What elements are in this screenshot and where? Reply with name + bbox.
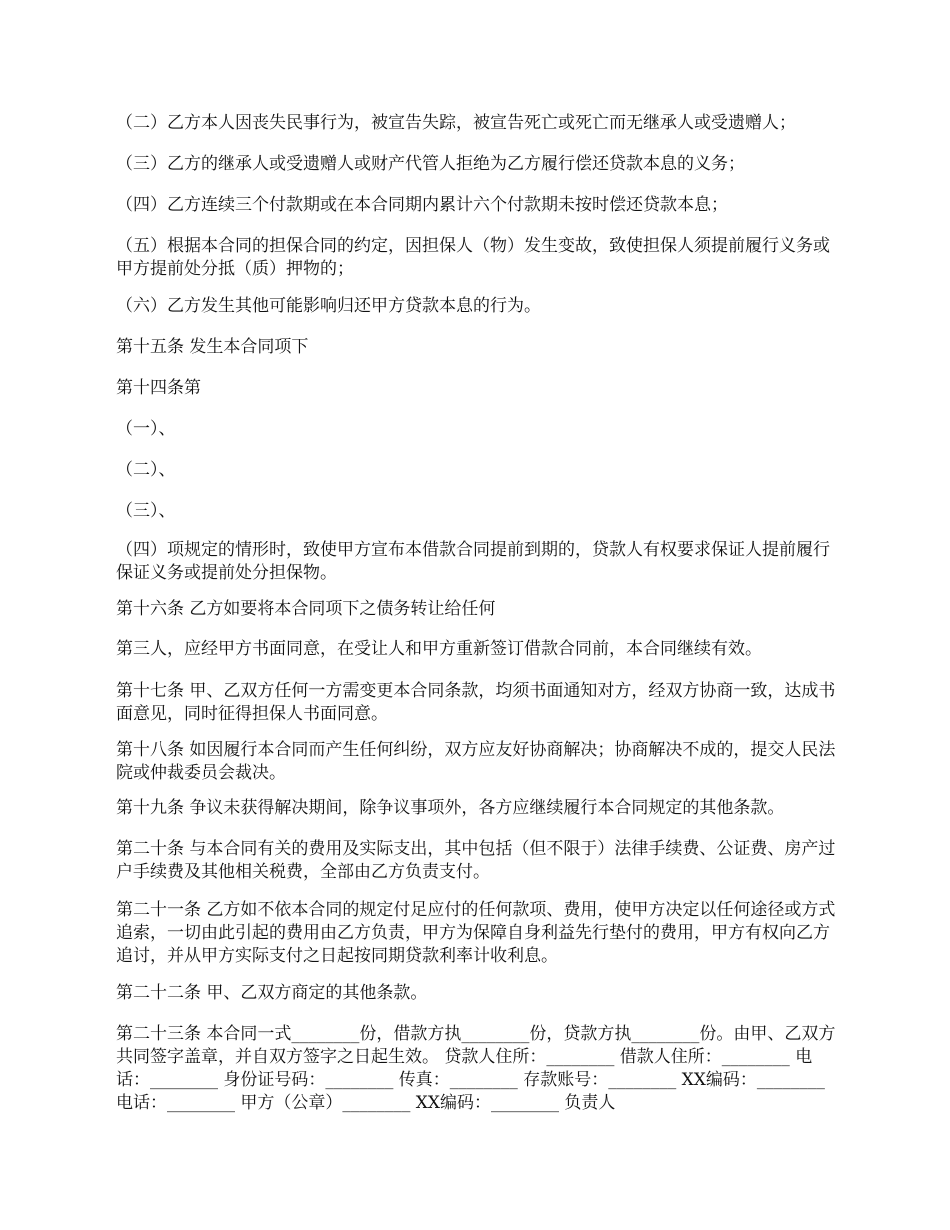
article-paragraph: 第二十条 与本合同有关的费用及实际支出，其中包括（但不限于）法律手续费、公证费、房产过户手续费及其他相关税费，全部由乙方负责支付。 <box>116 839 836 882</box>
article-paragraph: 第十九条 争议未获得解决期间，除争议事项外，各方应继续履行本合同规定的其他条款。 <box>116 798 785 818</box>
list-item-paragraph: （一）、 <box>116 419 176 439</box>
contract-clause-paragraph: （四）乙方连续三个付款期或在本合同期内累计六个付款期未按时偿还贷款本息； <box>116 195 728 215</box>
contract-clause-paragraph: （五）根据本合同的担保合同的约定，因担保人（物）发生变故，致使担保人须提前履行义务或甲方提前处分抵（质）押物的； <box>116 236 830 279</box>
article-heading-paragraph: 第十五条 发生本合同项下 <box>116 337 309 357</box>
article-paragraph: 第十八条 如因履行本合同而产生任何纠纷，双方应友好协商解决；协商解决不成的，提交人民法院或仲裁委员会裁决。 <box>116 740 836 783</box>
article-heading-paragraph: 第十四条第 <box>116 378 201 398</box>
article-paragraph: 第十七条 甲、乙双方任何一方需变更本合同条款，均须书面通知对方，经双方协商一致，达成书面意见，同时征得担保人书面同意。 <box>116 681 836 724</box>
list-item-paragraph: （三）、 <box>116 501 176 521</box>
article-paragraph: 第二十二条 甲、乙双方商定的其他条款。 <box>116 983 428 1003</box>
contract-clause-paragraph: （三）乙方的继承人或受遗赠人或财产代管人拒绝为乙方履行偿还贷款本息的义务； <box>116 154 745 174</box>
contract-clause-paragraph: （六）乙方发生其他可能影响归还甲方贷款本息的行为。 <box>116 296 541 316</box>
signature-fields-paragraph: 第二十三条 本合同一式________份，借款方执________份，贷款方执________份。由甲、乙双方共同签字盖章，并自双方签字之日起生效。 贷款人住所：________ 借款人住所：________ 电话：________ 身份证号码：________ 传真：________ 存款账号：________ XX编码：________ 电话：________ 甲方（公章）________ XX编码：________ 负责人 <box>116 1024 836 1113</box>
contract-clause-paragraph: （四）项规定的情形时，致使甲方宣布本借款合同提前到期的，贷款人有权要求保证人提前履行保证义务或提前处分担保物。 <box>116 540 830 583</box>
article-paragraph: 第二十一条 乙方如不依本合同的规定付足应付的任何款项、费用，使甲方决定以任何途径或方式追索，一切由此引起的费用由乙方负责，甲方为保障自身利益先行垫付的费用，甲方有权向乙方追讨，并从甲方实际支付之日起按同期贷款利率计收利息。 <box>116 900 836 966</box>
list-item-paragraph: （二）、 <box>116 460 176 480</box>
article-paragraph: 第三人，应经甲方书面同意，在受让人和甲方重新签订借款合同前，本合同继续有效。 <box>116 639 762 659</box>
article-paragraph: 第十六条 乙方如要将本合同项下之债务转让给任何 <box>116 599 496 619</box>
contract-clause-paragraph: （二）乙方本人因丧失民事行为，被宣告失踪，被宣告死亡或死亡而无继承人或受遗赠人； <box>116 113 796 133</box>
